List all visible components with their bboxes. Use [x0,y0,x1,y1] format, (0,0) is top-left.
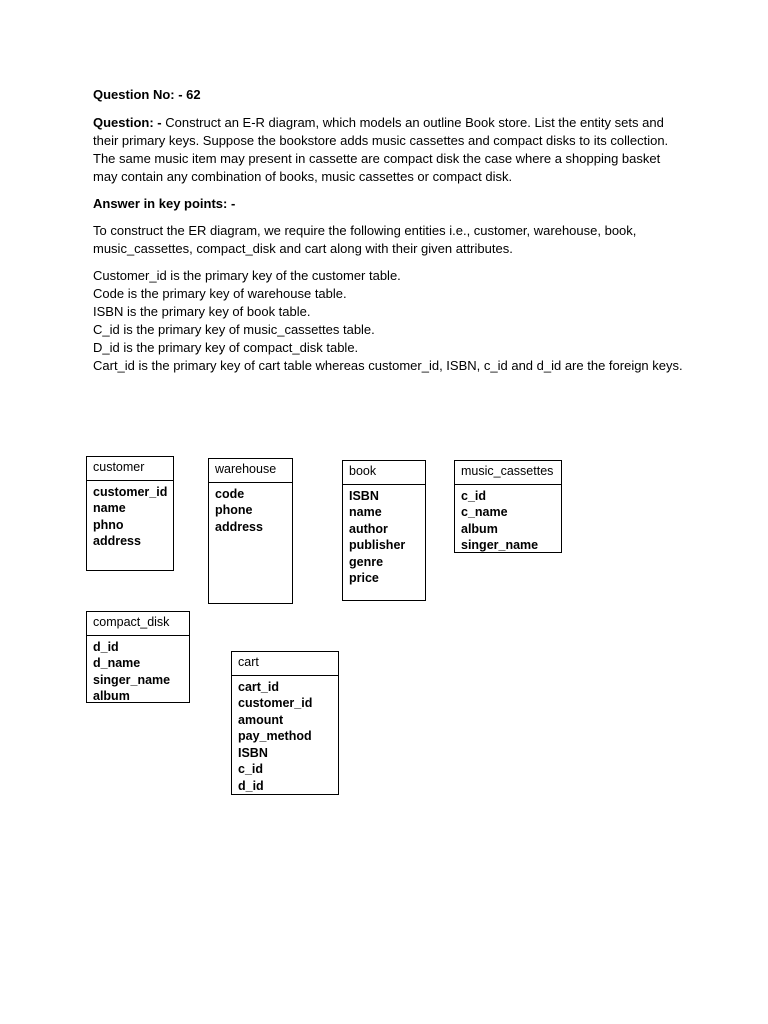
entity-attributes [343,485,425,587]
entity-attributes [232,676,338,795]
attribute: phone [215,503,253,517]
entity-music-cassettes [454,460,562,553]
question-text: Construct an E-R diagram, which models an outline Book store. List the entity sets and their primary keys. Suppose the bookstore adds music cassettes and compact disks to its collection. The same music item may present in cassette are compact disk the case where a shopping basket may contain any combination of books, music cassettes or compact disk. [93,115,669,184]
entity-book [342,460,426,601]
attribute: ISBN [349,488,379,503]
key-line: ISBN is the primary key of book table. [93,304,311,319]
attribute: publisher [349,538,406,552]
document-body [93,86,683,375]
attribute: c_id [461,488,487,503]
attribute: c_name [461,505,508,519]
primary-keys-list [93,267,683,375]
attribute: amount [238,712,284,727]
entity-title: customer [87,457,173,481]
entity-title: warehouse [209,459,292,483]
entity-title: book [343,461,425,485]
attribute: address [93,534,141,548]
attribute: d_id [238,778,264,793]
attribute: c_id [238,762,264,776]
key-line: Customer_id is the primary key of the customer table. [93,268,401,283]
entity-attributes [209,483,292,536]
attribute: customer_id [93,484,168,499]
entity-attributes [87,636,189,705]
key-line: Code is the primary key of warehouse table. [93,286,347,301]
attribute: album [93,689,130,703]
question-number: Question No: - 62 [93,87,201,102]
key-line: Cart_id is the primary key of cart table whereas customer_id, ISBN, c_id and d_id are the foreign keys. [93,358,683,373]
attribute: customer_id [238,696,313,710]
attribute: author [349,521,388,536]
entity-customer [86,456,174,571]
attribute: genre [349,554,384,569]
intro-paragraph: To construct the ER diagram, we require the following entities i.e., customer, warehouse, book, music_cassettes, compact_disk and cart along with their given attributes. [93,223,637,256]
attribute: address [215,519,263,534]
entity-title: music_cassettes [455,461,561,485]
entity-compact-disk [86,611,190,703]
entity-cart [231,651,339,795]
attribute: name [349,505,382,519]
attribute: singer_name [93,672,171,687]
attribute: code [215,486,245,501]
entity-attributes [455,485,561,554]
question-label: Question: - [93,115,162,130]
attribute: cart_id [238,679,279,694]
attribute: pay_method [238,729,312,743]
attribute: name [93,501,126,515]
entity-title: compact_disk [87,612,189,636]
question-paragraph [93,114,683,186]
attribute: singer_name [461,538,539,552]
entity-title: cart [232,652,338,676]
attribute: phno [93,517,124,532]
answer-heading: Answer in key points: - [93,196,236,211]
entity-attributes [87,481,173,550]
entity-warehouse [208,458,293,604]
attribute: price [349,571,379,585]
key-line: C_id is the primary key of music_cassettes table. [93,322,375,337]
attribute: album [461,521,498,536]
attribute: d_name [93,656,141,670]
attribute: d_id [93,639,119,654]
attribute: ISBN [238,745,268,760]
key-line: D_id is the primary key of compact_disk table. [93,340,359,355]
